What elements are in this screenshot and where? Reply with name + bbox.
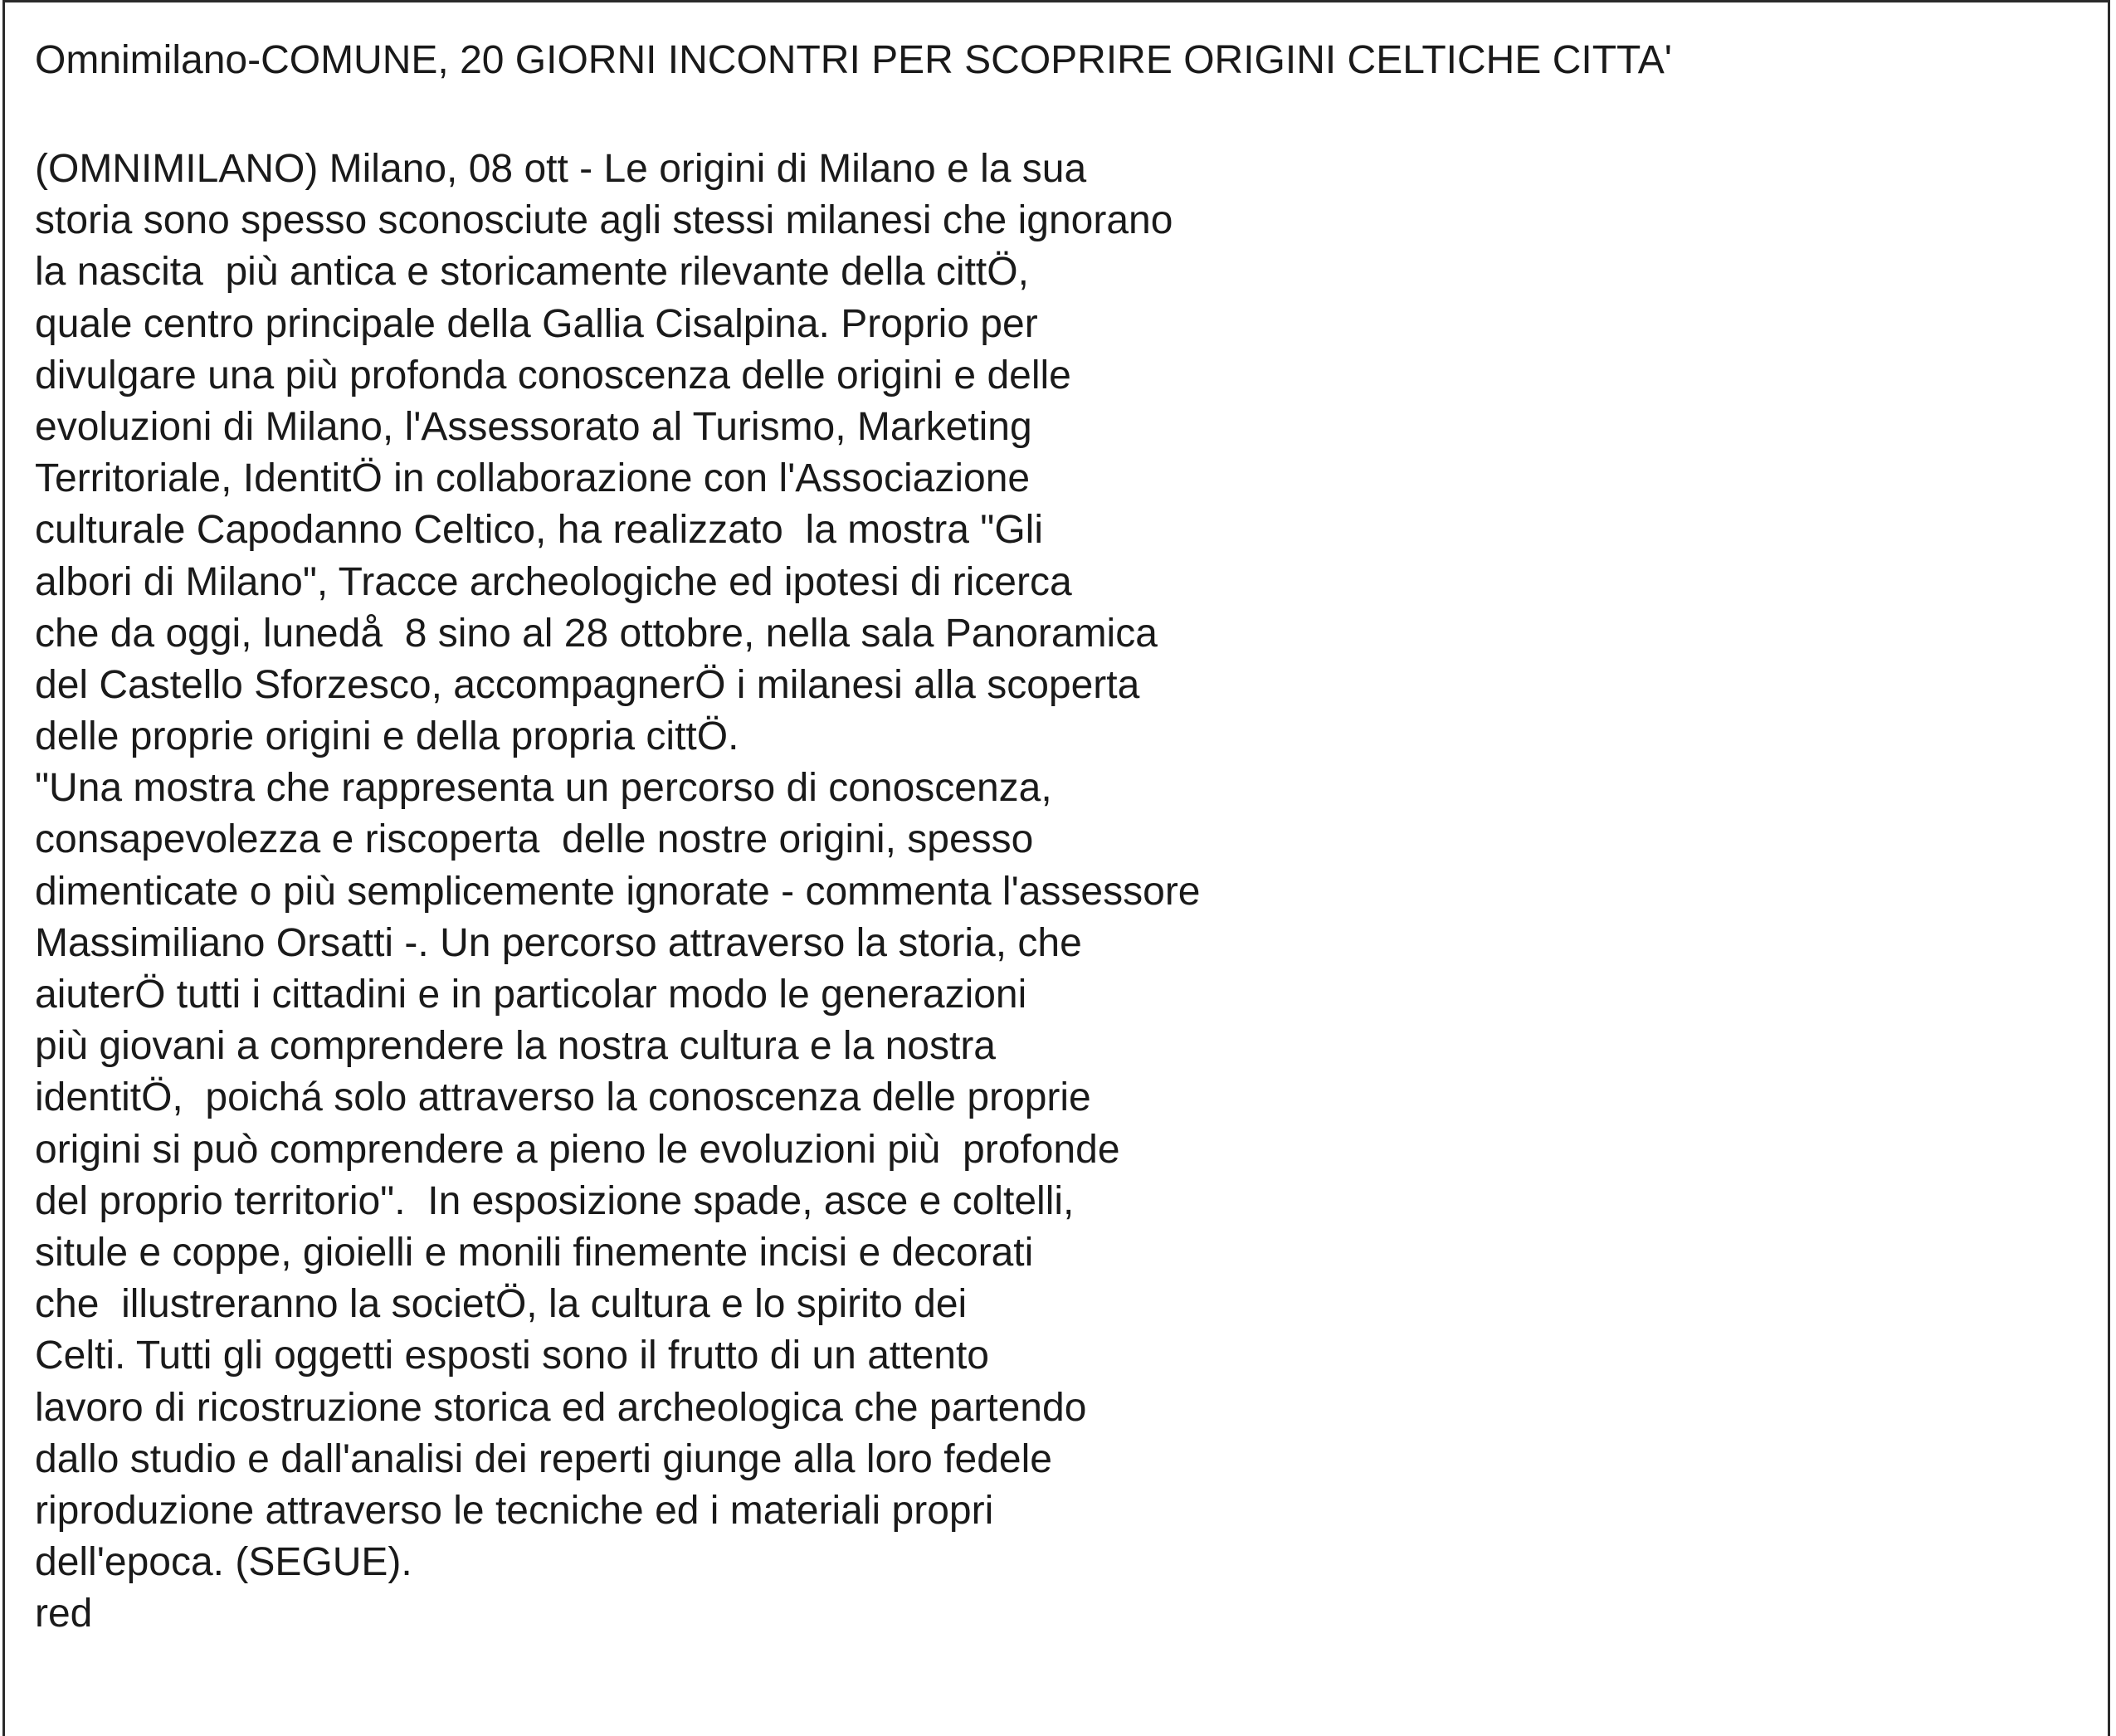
body-line: la nascita più antica e storicamente rilevante della cittÖ, (35, 250, 1029, 295)
body-line: delle proprie origini e della propria cittÖ. (35, 714, 739, 759)
body-line: quale centro principale della Gallia Cisalpina. Proprio per (35, 301, 1038, 346)
body-line: "Una mostra che rappresenta un percorso di conoscenza, (35, 766, 1052, 811)
body-line: red (35, 1592, 93, 1636)
body-line: identitÖ, poichá solo attraverso la conoscenza delle proprie (35, 1075, 1091, 1120)
body-line: che da oggi, lunedå 8 sino al 28 ottobre, nella sala Panoramica (35, 611, 1158, 656)
body-line: albori di Milano", Tracce archeologiche ed ipotesi di ricerca (35, 559, 1072, 604)
headline: Omnimilano-COMUNE, 20 GIORNI INCONTRI PER SCOPRIRE ORIGINI CELTICHE CITTA' (35, 38, 1672, 82)
body-line: divulgare una più profonda conoscenza delle origini e delle (35, 353, 1071, 397)
body-line: storia sono spesso sconosciute agli stessi milanesi che ignorano (35, 198, 1173, 243)
body-line: Territoriale, IdentitÖ in collaborazione con l'Associazione (35, 456, 1031, 501)
body-line: del Castello Sforzesco, accompagnerÖ i milanesi alla scoperta (35, 662, 1140, 707)
body-line: situle e coppe, gioielli e monili finemente incisi e decorati (35, 1230, 1034, 1275)
body-line: lavoro di ricostruzione storica ed archeologica che partendo (35, 1385, 1087, 1430)
body-line: (OMNIMILANO) Milano, 08 ott - Le origini di Milano e la sua (35, 147, 1087, 191)
body-line: riproduzione attraverso le tecniche ed i materiali propri (35, 1488, 994, 1533)
body-line: dimenticate o più semplicemente ignorate - commenta l'assessore (35, 869, 1201, 914)
body-line: Massimiliano Orsatti -. Un percorso attraverso la storia, che (35, 920, 1082, 965)
body-line: consapevolezza e riscoperta delle nostre origini, spesso (35, 817, 1034, 862)
body-line: Celti. Tutti gli oggetti esposti sono il frutto di un attento (35, 1334, 989, 1378)
body-line: aiuterÖ tutti i cittadini e in particolar modo le generazioni (35, 973, 1027, 1017)
body-line: più giovani a comprendere la nostra cultura e la nostra (35, 1024, 996, 1069)
body-line: origini si può comprendere a pieno le evoluzioni più profonde (35, 1127, 1120, 1172)
article-body (35, 144, 1201, 1640)
body-line: dallo studio e dall'analisi dei reperti giunge alla loro fedele (35, 1436, 1052, 1481)
body-line: che illustreranno la societÖ, la cultura e lo spirito dei (35, 1282, 968, 1327)
body-line: dell'epoca. (SEGUE). (35, 1540, 412, 1585)
body-line: evoluzioni di Milano, l'Assessorato al Turismo, Marketing (35, 404, 1032, 449)
body-line: culturale Capodanno Celtico, ha realizzato la mostra "Gli (35, 508, 1043, 553)
body-line: del proprio territorio". In esposizione spade, asce e coltelli, (35, 1178, 1075, 1223)
